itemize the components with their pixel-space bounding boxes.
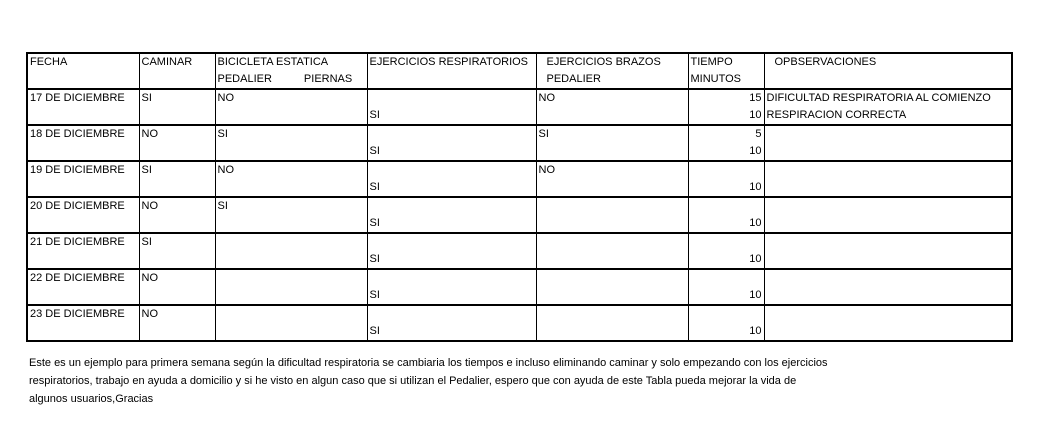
- cell-tiempo-2: 10: [749, 217, 762, 229]
- cell-respiratorios: SI: [369, 217, 380, 229]
- header-caminar: [139, 53, 215, 89]
- cell-observaciones-2: [765, 251, 1012, 268]
- header-brazos-label-2: PEDALIER: [546, 73, 601, 85]
- table-row: [27, 269, 1012, 305]
- cell-respiratorios: SI: [369, 181, 380, 193]
- cell-fecha: 22 DE DICIEMBRE: [30, 272, 125, 284]
- footnote-line-1: Este es un ejemplo para primera semana según la dificultad respiratoria se cambiaria los tiempos e incluso eliminando caminar y solo empezando con los ejercicios: [29, 357, 828, 369]
- cell-respiratorios: SI: [369, 289, 380, 301]
- cell-bicicleta: [216, 234, 367, 251]
- cell-respiratorios: SI: [369, 145, 380, 157]
- cell-tiempo-1: [689, 270, 764, 287]
- cell-brazos: NO: [538, 164, 555, 176]
- cell-tiempo-2: 10: [749, 253, 762, 265]
- cell-fecha: 17 DE DICIEMBRE: [30, 92, 125, 104]
- header-respiratorios-label: EJERCICIOS RESPIRATORIOS: [369, 56, 529, 68]
- cell-observaciones-1: [765, 234, 1012, 251]
- header-tiempo: [688, 53, 764, 89]
- cell-tiempo-2: 10: [749, 325, 762, 337]
- cell-tiempo-1: [689, 234, 764, 251]
- cell-observaciones-2: [765, 215, 1012, 232]
- cell-fecha: 23 DE DICIEMBRE: [30, 308, 125, 320]
- cell-caminar: SI: [141, 164, 152, 176]
- cell-observaciones-1: DIFICULTAD RESPIRATORIA AL COMIENZO: [766, 92, 991, 104]
- cell-caminar: SI: [141, 92, 152, 104]
- cell-brazos: [537, 306, 688, 323]
- cell-brazos: [537, 234, 688, 251]
- header-bicicleta-pedalier: PEDALIER: [217, 73, 272, 85]
- table-row: [27, 161, 1012, 197]
- footnote-line-2: respiratorios, trabajo en ayuda a domicilio y si he visto en algun caso que si utilizan el Pedalier, espero que con ayuda de este Tabla pueda mejorar la vida de: [29, 375, 797, 387]
- cell-brazos: NO: [538, 92, 555, 104]
- table-row: [27, 197, 1012, 233]
- cell-bicicleta: [216, 270, 367, 287]
- cell-respiratorios: SI: [369, 325, 380, 337]
- cell-observaciones-2: [765, 179, 1012, 196]
- cell-fecha: 20 DE DICIEMBRE: [30, 200, 125, 212]
- cell-fecha: 18 DE DICIEMBRE: [30, 128, 125, 140]
- cell-tiempo-1: [689, 162, 764, 179]
- header-tiempo-label-2: MINUTOS: [690, 73, 742, 85]
- cell-bicicleta: SI: [217, 200, 228, 212]
- cell-observaciones-1: [765, 270, 1012, 287]
- cell-tiempo-1: [689, 198, 764, 215]
- header-brazos: [536, 53, 688, 89]
- header-caminar-label: CAMINAR: [141, 56, 193, 68]
- table-row: [27, 233, 1012, 269]
- cell-brazos: SI: [538, 128, 549, 140]
- cell-brazos: [537, 198, 688, 215]
- cell-observaciones-1: [765, 198, 1012, 215]
- cell-tiempo-2: 10: [749, 109, 762, 121]
- cell-bicicleta: NO: [217, 164, 234, 176]
- cell-bicicleta: SI: [217, 128, 228, 140]
- cell-tiempo-2: 10: [749, 145, 762, 157]
- cell-caminar: NO: [141, 272, 158, 284]
- table-row: [27, 89, 1012, 125]
- header-bicicleta: [215, 53, 367, 89]
- cell-brazos: [537, 270, 688, 287]
- header-bicicleta-label-2: [216, 71, 367, 88]
- cell-tiempo-1: 5: [755, 128, 762, 140]
- cell-observaciones-1: [765, 162, 1012, 179]
- exercise-table: [26, 52, 1013, 342]
- cell-fecha: 19 DE DICIEMBRE: [30, 164, 125, 176]
- cell-caminar: SI: [141, 236, 152, 248]
- cell-respiratorios: SI: [369, 253, 380, 265]
- cell-observaciones-1: [765, 306, 1012, 323]
- footnote-line-3: algunos usuarios,Gracias: [29, 393, 154, 405]
- header-observaciones: [764, 53, 1012, 89]
- cell-fecha: 21 DE DICIEMBRE: [30, 236, 125, 248]
- header-row: [27, 53, 1012, 89]
- cell-tiempo-2: 10: [749, 181, 762, 193]
- header-respiratorios: [367, 53, 536, 89]
- header-brazos-label-1: EJERCICIOS BRAZOS: [546, 56, 661, 68]
- header-fecha: [27, 53, 139, 89]
- cell-tiempo-2: 10: [749, 289, 762, 301]
- cell-caminar: NO: [141, 200, 158, 212]
- header-observaciones-label: OPBSERVACIONES: [774, 56, 877, 68]
- header-bicicleta-piernas: PIERNAS: [303, 73, 353, 85]
- header-bicicleta-label-1: BICICLETA ESTATICA: [217, 56, 329, 68]
- header-tiempo-label-1: TIEMPO: [690, 56, 733, 68]
- cell-observaciones-1: [765, 126, 1012, 143]
- cell-bicicleta: NO: [217, 92, 234, 104]
- cell-observaciones-2: RESPIRACION CORRECTA: [766, 109, 907, 121]
- cell-observaciones-2: [765, 323, 1012, 340]
- table-row: [27, 305, 1012, 341]
- cell-observaciones-2: [765, 287, 1012, 304]
- cell-observaciones-2: [765, 143, 1012, 160]
- cell-respiratorios: SI: [369, 109, 380, 121]
- table-row: [27, 125, 1012, 161]
- cell-bicicleta: [216, 306, 367, 323]
- header-fecha-label: FECHA: [30, 56, 68, 68]
- cell-tiempo-1: [689, 306, 764, 323]
- cell-caminar: NO: [141, 128, 158, 140]
- footnote: [29, 354, 989, 408]
- cell-caminar: NO: [141, 308, 158, 320]
- cell-tiempo-1: 15: [749, 92, 762, 104]
